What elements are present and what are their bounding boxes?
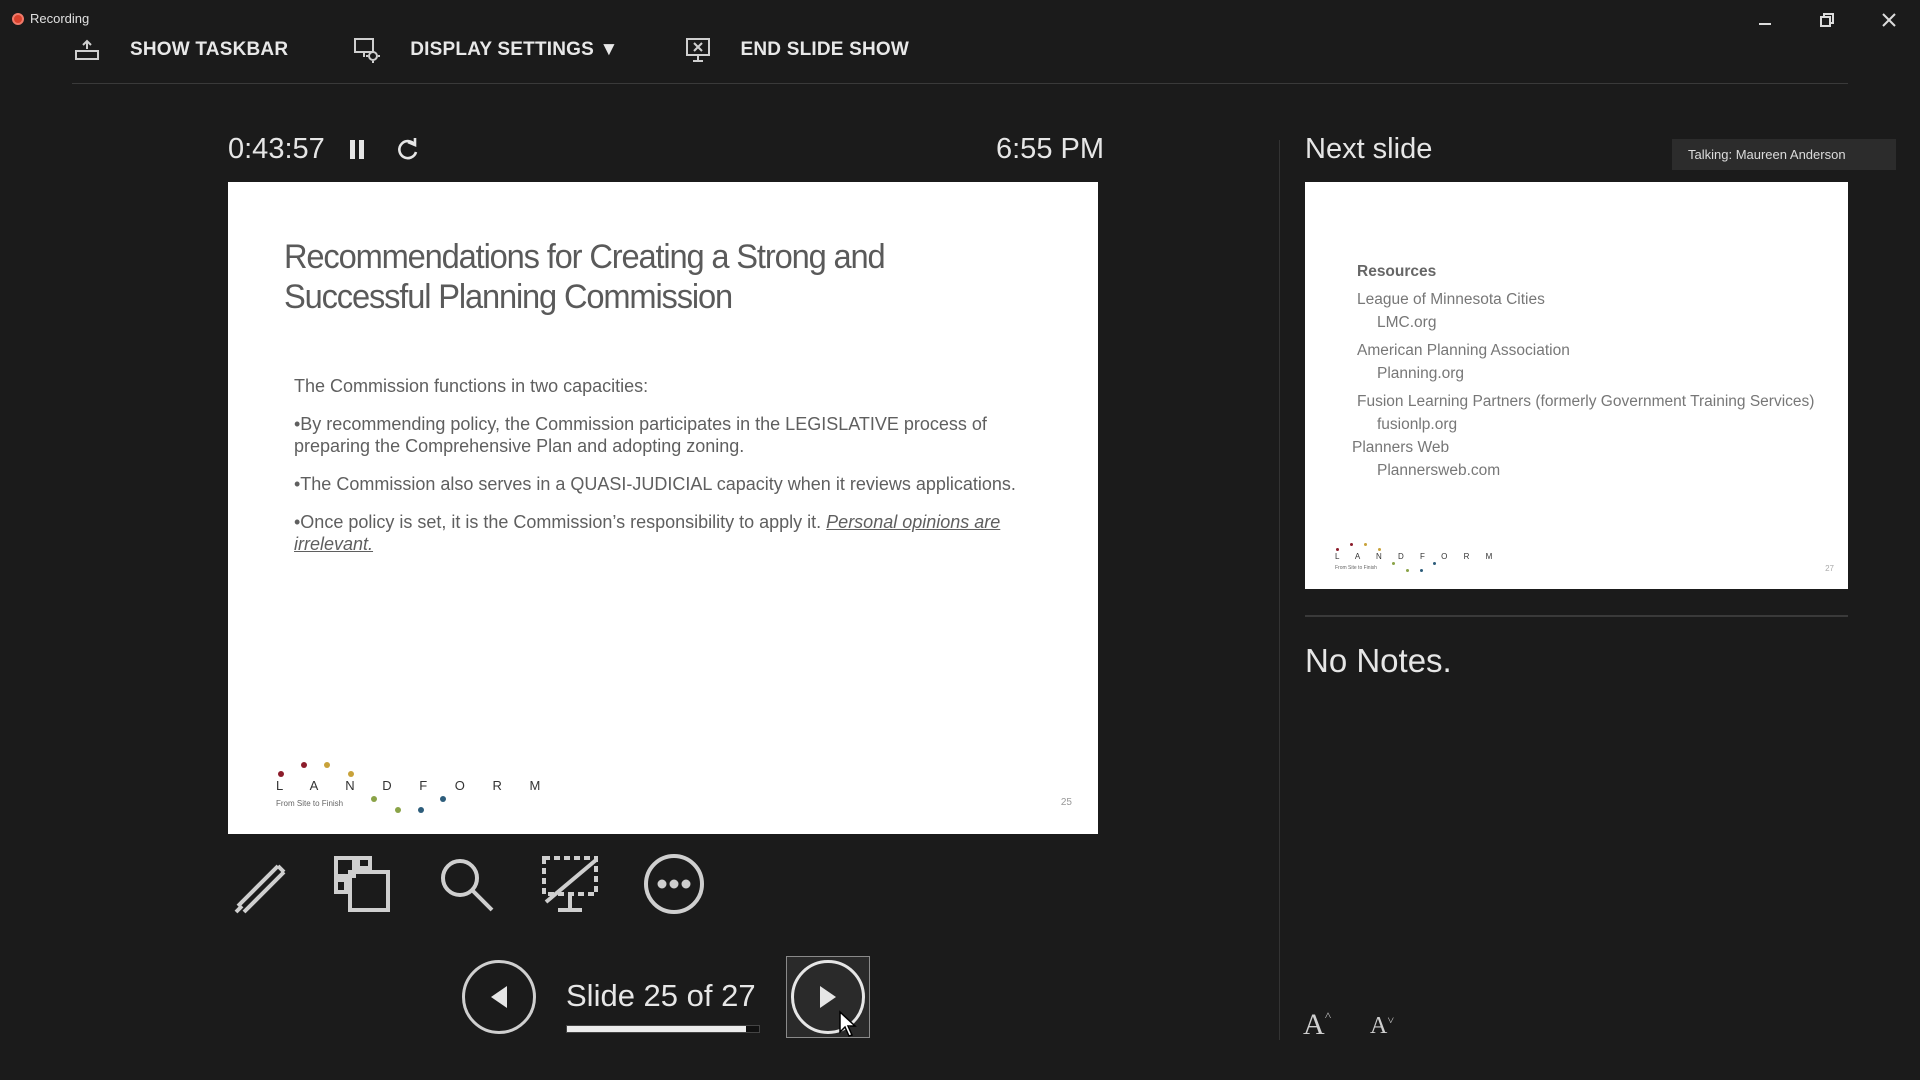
logo-tagline: From Site to Finish xyxy=(276,799,344,808)
decrease-font-button[interactable]: A˅ xyxy=(1370,1013,1395,1039)
triangle-left-icon xyxy=(487,984,511,1010)
pen-icon xyxy=(230,854,290,914)
slide-intro: The Commission functions in two capacities: xyxy=(294,376,649,396)
more-icon xyxy=(643,853,705,915)
slides-grid-icon xyxy=(332,854,392,914)
toolbar-divider xyxy=(72,83,1848,84)
slide-title: Recommendations for Creating a Strong and Successful Planning Commission xyxy=(284,238,885,316)
next-slide-preview[interactable] xyxy=(1305,182,1848,589)
more-options-button[interactable] xyxy=(642,852,706,916)
close-button[interactable] xyxy=(1858,0,1920,40)
recording-label: Recording xyxy=(30,11,90,26)
speaker-notes: No Notes. xyxy=(1305,642,1452,679)
pen-tool-button[interactable] xyxy=(228,852,292,916)
end-slide-show-button[interactable] xyxy=(683,35,910,65)
next-slide-label: Next slide xyxy=(1305,133,1433,165)
logo-wordmark: L A N D F O R M xyxy=(276,778,553,793)
taskbar-icon xyxy=(72,35,102,65)
record-icon xyxy=(12,13,24,25)
show-taskbar-label: SHOW TASKBAR xyxy=(130,39,289,60)
next-slide-content xyxy=(1352,260,1815,482)
resource-item: Fusion Learning Partners (formerly Government Training Services) xyxy=(1357,393,1815,410)
talking-indicator: Talking: Maureen Anderson xyxy=(1672,139,1896,170)
slide-bullet: •By recommending policy, the Commission participates in the LEGISLATIVE process of preparing the Comprehensive Plan and adopting zoning. xyxy=(294,414,987,456)
previous-slide-button[interactable] xyxy=(462,960,536,1034)
slide-progress-bar xyxy=(566,1025,760,1033)
resource-link: Plannersweb.com xyxy=(1377,462,1501,479)
recording-indicator xyxy=(12,11,89,26)
current-time: 6:55 PM xyxy=(996,133,1104,165)
end-show-icon xyxy=(683,35,713,65)
next-slide-logo xyxy=(1335,542,1500,576)
screen-off-icon xyxy=(540,854,600,914)
minimize-button[interactable] xyxy=(1734,0,1796,40)
close-icon xyxy=(1881,12,1897,28)
increase-font-button[interactable]: A˄ xyxy=(1303,1008,1332,1041)
end-slide-show-label: END SLIDE SHOW xyxy=(740,39,910,60)
slide-bullet-emphasis: Personal opinions are irrelevant. xyxy=(294,512,1001,554)
triangle-right-icon xyxy=(816,984,840,1010)
display-settings-icon xyxy=(352,35,382,65)
next-slide-heading: Resources xyxy=(1357,263,1437,280)
display-settings-button[interactable] xyxy=(352,35,618,65)
next-logo-wordmark: L A N D F O R M xyxy=(1335,552,1500,561)
landform-logo xyxy=(276,760,553,812)
notes-divider xyxy=(1305,615,1848,617)
elapsed-timer: 0:43:57 xyxy=(228,133,325,165)
slide-bullet: •The Commission also serves in a QUASI-JUDICIAL capacity when it reviews applications. xyxy=(294,474,1016,494)
next-logo-tagline: From Site to Finish xyxy=(1335,565,1377,571)
next-slide-page-number: 27 xyxy=(1825,564,1834,573)
slide-body xyxy=(294,375,1034,571)
pause-timer-button[interactable] xyxy=(346,138,368,162)
magnifier-icon xyxy=(436,854,496,914)
resource-link: fusionlp.org xyxy=(1377,416,1458,433)
black-screen-button[interactable] xyxy=(538,852,602,916)
show-taskbar-button[interactable] xyxy=(72,35,288,65)
minimize-icon xyxy=(1757,12,1773,28)
slide-page-number: 25 xyxy=(1060,797,1072,808)
slide-progress-fill xyxy=(567,1026,746,1032)
window-controls xyxy=(1734,0,1920,40)
see-all-slides-button[interactable] xyxy=(330,852,394,916)
slide-counter: Slide 25 of 27 xyxy=(566,978,756,1013)
mouse-cursor-icon xyxy=(838,1010,858,1038)
current-slide xyxy=(228,182,1098,834)
restore-button[interactable] xyxy=(1796,0,1858,40)
display-settings-label: DISPLAY SETTINGS ▼ xyxy=(410,39,619,60)
presenter-toolbar xyxy=(72,30,973,70)
slide-bullet-text: •Once policy is set, it is the Commission’s responsibility to apply it. xyxy=(294,512,827,532)
resource-link: Planning.org xyxy=(1377,365,1465,382)
resource-item: Planners Web xyxy=(1352,439,1450,456)
resource-link: LMC.org xyxy=(1377,314,1437,331)
zoom-button[interactable] xyxy=(434,852,498,916)
resource-item: American Planning Association xyxy=(1357,342,1570,359)
restore-icon xyxy=(1819,12,1835,28)
restart-icon xyxy=(394,136,422,164)
resource-item: League of Minnesota Cities xyxy=(1357,291,1545,308)
slide-bullet xyxy=(294,511,1034,555)
pane-divider xyxy=(1279,140,1280,1040)
restart-timer-button[interactable] xyxy=(394,136,422,164)
